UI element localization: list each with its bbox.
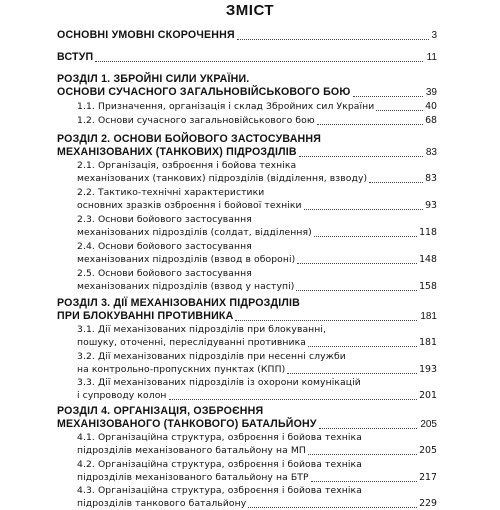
toc-page-number: 217	[419, 471, 437, 483]
toc-subsection-title: 4.3. Організаційна структура, озброєння і бойова техніка	[77, 485, 362, 496]
toc-page-number: 148	[419, 253, 437, 265]
toc-subsection-title: 3.3. Дії механізованих підрозділів із охорони комунікацій	[77, 377, 361, 388]
toc-page-number: 181	[420, 310, 437, 322]
toc-section-title: РОЗДІЛ 1. ЗБРОЙНІ СИЛИ УКРАЇНИ.	[57, 73, 250, 85]
toc-page-number: 158	[419, 280, 437, 292]
toc-page-number: 11	[426, 52, 437, 63]
toc-subsection-title: і супроводу колон	[77, 389, 167, 401]
toc-section-title: РОЗДІЛ 3. ДІЇ МЕХАНІЗОВАНИХ ПІДРОЗДІЛІВ	[57, 297, 301, 309]
toc-subsection-title: 2.5. Основи бойового застосування	[77, 268, 252, 279]
toc-section-title: РОЗДІЛ 4. ОРГАНІЗАЦІЯ, ОЗБРОЄННЯ	[57, 405, 264, 417]
toc-section-title: МЕХАНІЗОВАНОГО (ТАНКОВОГО) БАТАЛЬЙОНУ	[57, 417, 317, 430]
toc-dot-leader	[248, 507, 417, 508]
toc-subsection-title: 2.4. Основи бойового застосування	[77, 241, 252, 252]
toc-page-number: 83	[425, 172, 437, 184]
toc-page-number: 93	[425, 199, 437, 211]
toc-page-number: 205	[419, 444, 437, 456]
toc-page-number: 83	[425, 146, 437, 158]
toc-subsection-title: підрозділів танкового батальйону	[77, 497, 247, 509]
toc-subsection-title: 1.2. Основи сучасного загальновійськового бою	[77, 115, 315, 126]
toc-page-number: 181	[419, 336, 437, 348]
toc-page-number: 118	[419, 226, 437, 238]
toc-section-title: ПРИ БЛОКУВАННІ ПРОТИВНИКА	[57, 309, 234, 322]
toc-section-title: ОСНОВИ СУЧАСНОГО ЗАГАЛЬНОВІЙСЬКОВОГО БОЮ	[57, 85, 351, 98]
toc-subsection-title: підрозділів механізованого батальйону на БТР	[77, 471, 309, 483]
toc-page-number: 3	[431, 30, 437, 41]
toc-page-number: 39	[425, 86, 437, 98]
toc-subsection-title: 4.2. Організаційна структура, озброєння і бойова техніка	[77, 459, 362, 470]
toc-subsection-title: на контрольно-пропускних пунктах (КПП)	[77, 363, 286, 375]
toc-subsection-title: підрозділів механізованого батальйону на МП	[77, 444, 306, 456]
toc-page-number: 229	[419, 497, 437, 509]
toc-page-number: 201	[419, 389, 437, 401]
toc-subsection-title: 1.1. Призначення, організація і склад Збройних сил України	[77, 101, 375, 112]
toc-section-title: МЕХАНІЗОВАНИХ (ТАНКОВИХ) ПІДРОЗДІЛІВ	[57, 145, 297, 158]
toc-subsection-title: 2.2. Тактико-технічні характеристики	[77, 187, 265, 198]
toc-dot-leader	[169, 399, 417, 400]
toc-subsection-title: механізованих підрозділів (солдат, відділення)	[77, 226, 312, 238]
toc-subsection-title: механізованих підрозділів (взвод в обороні)	[77, 253, 296, 265]
toc-subsection-title: пошуку, оточенні, переслідуванні противника	[77, 336, 306, 348]
toc-page-number: 205	[420, 418, 437, 430]
toc-page-number: 68	[425, 115, 437, 126]
toc-subsection-title: 3.1. Дії механізованих підрозділів при блокуванні,	[77, 324, 327, 335]
toc-subsection-title: 4.1. Організаційна структура, озброєння і бойова техніка	[77, 432, 362, 443]
page-title: ЗМІСТ	[225, 2, 275, 19]
toc-subsection-title: 3.2. Дії механізованих підрозділів при несенні служби	[77, 351, 346, 362]
toc-subsection-title: механізованих підрозділів (взвод у наступі)	[77, 280, 295, 292]
toc-dot-leader	[235, 320, 417, 321]
toc-page-number: 193	[419, 363, 437, 375]
toc-dot-leader	[95, 61, 423, 62]
toc-section-title: ВСТУП	[57, 51, 94, 63]
toc-section-title: РОЗДІЛ 2. ОСНОВИ БОЙОВОГО ЗАСТОСУВАННЯ	[57, 133, 322, 145]
toc-subsection-title: основних зразків озброєння і бойової техніки	[77, 199, 302, 211]
toc-subsection-title: 2.3. Основи бойового застосування	[77, 214, 252, 225]
toc-subsection-title: механізованих (танкових) підрозділів (відділення, взводу)	[77, 172, 368, 184]
toc-subsection-title: 2.1. Організація, озброєння і бойова техніка	[77, 160, 297, 171]
toc-section-title: ОСНОВНІ УМОВНІ СКОРОЧЕННЯ	[57, 29, 235, 41]
toc-page-number: 40	[425, 101, 437, 112]
